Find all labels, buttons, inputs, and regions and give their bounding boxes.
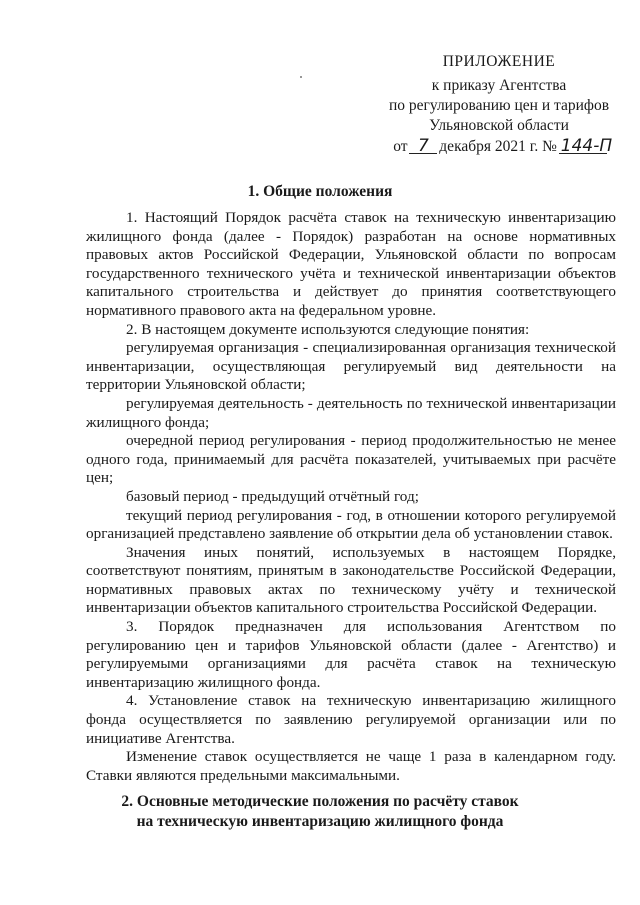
paragraph: 2. В настоящем документе используются следующие понятия: bbox=[126, 320, 530, 338]
handwritten-order-number: 144-П bbox=[560, 136, 613, 156]
date-rest: декабря 2021 г. № bbox=[439, 138, 557, 155]
paragraph: Значения иных понятий, используемых в настоящем Порядке, соответствуют понятиям, принятым в законодательстве Российской Федерации, нормативных правовых актах по техническому учёту и технической инвентаризации объектов капитального строительства Российской Федерации. bbox=[86, 543, 616, 617]
appendix-line-3: Ульяновской области bbox=[429, 117, 569, 134]
appendix-line-1: к приказу Агентства bbox=[431, 77, 567, 94]
section-2-heading-line-2: на техническую инвентаризацию жилищного фонда bbox=[136, 813, 504, 830]
paragraph: 4. Установление ставок на техническую инвентаризацию жилищного фонда осуществляется по заявлению регулируемой организации или по инициативе Агентства. bbox=[86, 692, 616, 747]
appendix-header bbox=[374, 52, 624, 157]
handwritten-day: 7 bbox=[411, 136, 435, 156]
appendix-line-2: по регулированию цен и тарифов bbox=[388, 97, 610, 114]
scan-speck bbox=[300, 76, 302, 78]
definition: регулируемая деятельность - деятельность по технической инвентаризации жилищного фонда; bbox=[86, 394, 616, 431]
definition: текущий период регулирования - год, в отношении которого регулируемой организацией представлено заявление об открытии дела об установлении ставок. bbox=[86, 506, 616, 543]
section-2-heading bbox=[40, 792, 600, 832]
definition: очередной период регулирования - период продолжительностью не менее одного года, принимаемый для расчёта показателей, учитываемых при расчёте цен; bbox=[86, 432, 616, 487]
section-1-heading: 1. Общие положения bbox=[247, 183, 393, 200]
section-2-heading-line-1: 2. Основные методические положения по расчёту ставок bbox=[121, 793, 519, 810]
definition: базовый период - предыдущий отчётный год; bbox=[126, 487, 419, 505]
paragraph: Изменение ставок осуществляется не чаще 1 раза в календарном году. Ставки являются предельными максимальными. bbox=[86, 748, 616, 784]
paragraph: 3. Порядок предназначен для использования Агентством по регулированию цен и тарифов Ульяновской области (далее - Агентство) и регулируемыми организациями для расчёта ставок на техническую инвентаризацию жилищного фонда. bbox=[86, 618, 616, 691]
appendix-date-line bbox=[374, 136, 624, 157]
definition: регулируемая организация - специализированная организация технической инвентаризации, осуществляющая регулируемый вид деятельности на территории Ульяновской области; bbox=[86, 339, 616, 394]
date-prefix: от bbox=[393, 138, 408, 155]
appendix-title: ПРИЛОЖЕНИЕ bbox=[442, 53, 556, 70]
section-1-body bbox=[86, 209, 616, 785]
paragraph: 1. Настоящий Порядок расчёта ставок на техническую инвентаризацию жилищного фонда (далее - Порядок) разработан на основе нормативных правовых актов Российской Федерации, Ульяновской области по вопросам государственного технического учёта и технической инвентаризации объектов капитального строительства и действует до принятия соответствующего нормативного правового акта на федеральном уровне. bbox=[86, 209, 616, 319]
